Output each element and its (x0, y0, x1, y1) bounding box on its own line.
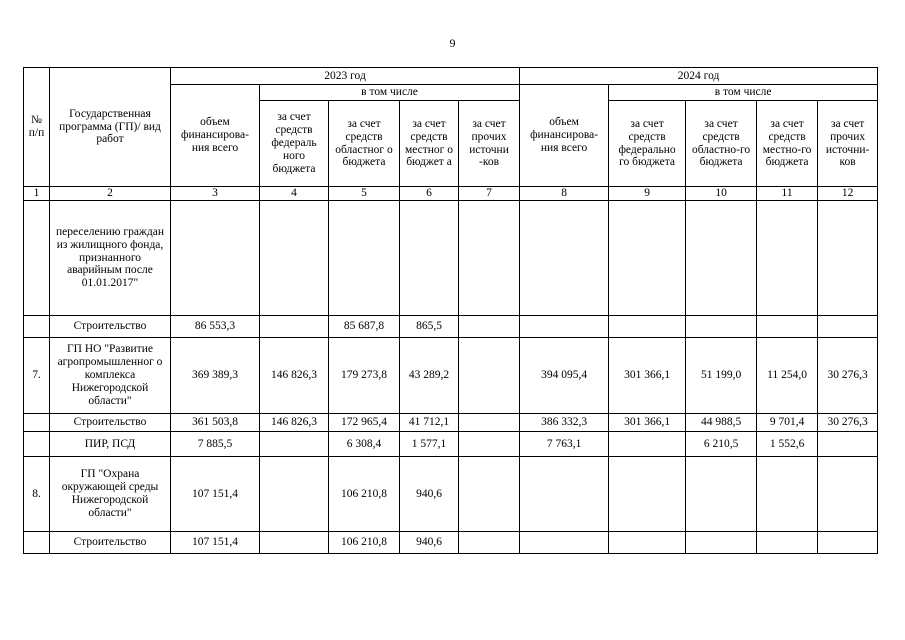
cell-federal-2024 (609, 432, 686, 457)
cell-federal-2023: 146 826,3 (260, 338, 329, 414)
table-row (24, 457, 878, 532)
column-number: 2 (50, 187, 171, 201)
table-row (24, 338, 878, 414)
column-number: 9 (609, 187, 686, 201)
cell-local-2024 (757, 532, 818, 554)
row-number: 8. (24, 457, 50, 532)
row-name: ГП НО "Развитие агропромышленног о комплекса Нижегородской области" (50, 338, 171, 414)
column-number: 10 (686, 187, 757, 201)
cell-total-2024 (520, 201, 609, 316)
cell-local-2024 (757, 201, 818, 316)
cell-total-2024 (520, 457, 609, 532)
table-row (24, 432, 878, 457)
table-row (24, 201, 878, 316)
cell-other-2023 (459, 457, 520, 532)
cell-local-2023: 43 289,2 (400, 338, 459, 414)
row-number (24, 316, 50, 338)
cell-total-2024 (520, 316, 609, 338)
header-2023-regional: за счет средств областног о бюджета (329, 101, 400, 187)
row-name: ГП "Охрана окружающей среды Нижегородской области" (50, 457, 171, 532)
cell-regional-2023: 172 965,4 (329, 414, 400, 432)
cell-total-2023 (171, 201, 260, 316)
cell-federal-2024 (609, 532, 686, 554)
row-name: Строительство (50, 316, 171, 338)
header-2024-regional: за счет средств областно-го бюджета (686, 101, 757, 187)
cell-regional-2023 (329, 201, 400, 316)
header-col-program: Государственная программа (ГП)/ вид работ (50, 68, 171, 187)
table-row (24, 414, 878, 432)
header-total-financing-2023: объем финансирова-ния всего (171, 85, 260, 187)
table-row (24, 532, 878, 554)
cell-federal-2023 (260, 457, 329, 532)
header-col-num: № п/п (24, 68, 50, 187)
cell-regional-2023: 106 210,8 (329, 457, 400, 532)
cell-total-2023: 107 151,4 (171, 532, 260, 554)
page-number: 9 (449, 36, 456, 50)
cell-federal-2023 (260, 201, 329, 316)
column-number: 8 (520, 187, 609, 201)
cell-total-2023: 86 553,3 (171, 316, 260, 338)
header-2024-other: за счет прочих источни-ков (818, 101, 878, 187)
cell-local-2023 (400, 201, 459, 316)
cell-total-2023: 369 389,3 (171, 338, 260, 414)
cell-total-2024: 7 763,1 (520, 432, 609, 457)
column-number: 12 (818, 187, 878, 201)
cell-total-2023: 107 151,4 (171, 457, 260, 532)
cell-other-2024 (818, 316, 878, 338)
row-number (24, 201, 50, 316)
cell-regional-2023: 85 687,8 (329, 316, 400, 338)
header-total-financing-2024: объем финансирова-ния всего (520, 85, 609, 187)
cell-total-2024: 394 095,4 (520, 338, 609, 414)
cell-regional-2024 (686, 457, 757, 532)
row-number (24, 432, 50, 457)
column-number: 6 (400, 187, 459, 201)
cell-federal-2023: 146 826,3 (260, 414, 329, 432)
cell-other-2023 (459, 432, 520, 457)
column-number: 4 (260, 187, 329, 201)
header-2023-other: за счет прочих источни -ков (459, 101, 520, 187)
cell-regional-2024 (686, 532, 757, 554)
header-2024-federal: за счет средств федерально го бюджета (609, 101, 686, 187)
column-number: 3 (171, 187, 260, 201)
row-number (24, 414, 50, 432)
cell-regional-2024: 44 988,5 (686, 414, 757, 432)
column-number: 5 (329, 187, 400, 201)
row-number (24, 532, 50, 554)
cell-regional-2024: 6 210,5 (686, 432, 757, 457)
row-name: Строительство (50, 532, 171, 554)
header-2024-local: за счет средств местно-го бюджета (757, 101, 818, 187)
column-number: 1 (24, 187, 50, 201)
cell-other-2024: 30 276,3 (818, 414, 878, 432)
cell-federal-2024 (609, 201, 686, 316)
cell-other-2024 (818, 532, 878, 554)
header-2023-federal: за счет средств федераль ного бюджета (260, 101, 329, 187)
cell-regional-2023: 106 210,8 (329, 532, 400, 554)
cell-federal-2024 (609, 457, 686, 532)
header-2023-local: за счет средств местног о бюджет а (400, 101, 459, 187)
cell-local-2023: 41 712,1 (400, 414, 459, 432)
cell-other-2023 (459, 201, 520, 316)
row-name: Строительство (50, 414, 171, 432)
cell-regional-2023: 179 273,8 (329, 338, 400, 414)
cell-regional-2024 (686, 201, 757, 316)
cell-other-2023 (459, 414, 520, 432)
cell-local-2023: 940,6 (400, 532, 459, 554)
cell-other-2024 (818, 457, 878, 532)
cell-federal-2023 (260, 432, 329, 457)
cell-regional-2024 (686, 316, 757, 338)
cell-other-2024: 30 276,3 (818, 338, 878, 414)
budget-table (23, 67, 878, 554)
row-number: 7. (24, 338, 50, 414)
cell-total-2024: 386 332,3 (520, 414, 609, 432)
cell-other-2023 (459, 316, 520, 338)
cell-local-2024: 11 254,0 (757, 338, 818, 414)
row-name: переселению граждан из жилищного фонда, признанного аварийным после 01.01.2017" (50, 201, 171, 316)
header-including-2023: в том числе (260, 85, 520, 101)
row-name: ПИР, ПСД (50, 432, 171, 457)
table-row (24, 316, 878, 338)
cell-total-2023: 7 885,5 (171, 432, 260, 457)
header-including-2024: в том числе (609, 85, 878, 101)
cell-other-2023 (459, 532, 520, 554)
cell-other-2023 (459, 338, 520, 414)
cell-federal-2023 (260, 532, 329, 554)
cell-federal-2024 (609, 316, 686, 338)
cell-local-2024 (757, 316, 818, 338)
cell-local-2023: 940,6 (400, 457, 459, 532)
cell-federal-2023 (260, 316, 329, 338)
header-year-2024: 2024 год (520, 68, 878, 85)
column-number: 11 (757, 187, 818, 201)
cell-local-2024: 9 701,4 (757, 414, 818, 432)
cell-total-2023: 361 503,8 (171, 414, 260, 432)
column-number: 7 (459, 187, 520, 201)
cell-other-2024 (818, 201, 878, 316)
cell-regional-2024: 51 199,0 (686, 338, 757, 414)
cell-federal-2024: 301 366,1 (609, 338, 686, 414)
cell-other-2024 (818, 432, 878, 457)
cell-local-2023: 865,5 (400, 316, 459, 338)
cell-local-2024 (757, 457, 818, 532)
header-year-2023: 2023 год (171, 68, 520, 85)
cell-regional-2023: 6 308,4 (329, 432, 400, 457)
cell-federal-2024: 301 366,1 (609, 414, 686, 432)
cell-local-2024: 1 552,6 (757, 432, 818, 457)
cell-local-2023: 1 577,1 (400, 432, 459, 457)
cell-total-2024 (520, 532, 609, 554)
